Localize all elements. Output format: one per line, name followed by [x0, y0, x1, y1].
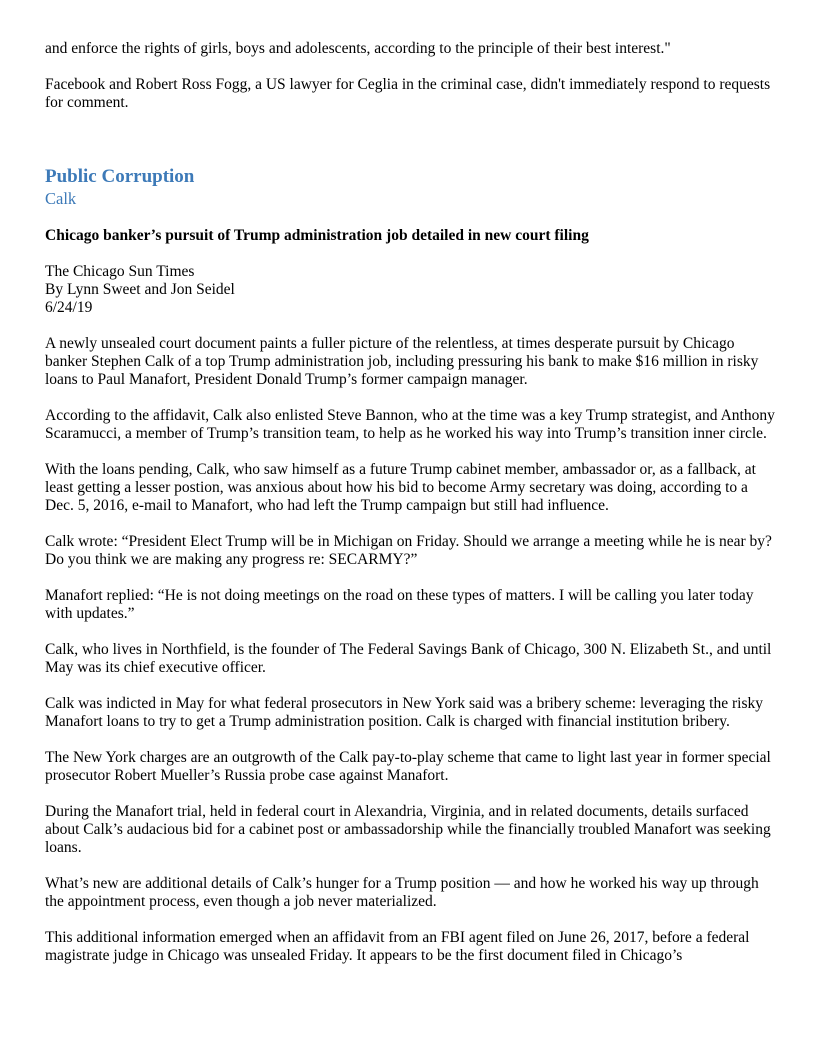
article-paragraph: The New York charges are an outgrowth of the Calk pay-to-play scheme that came to light last year in former special prosecutor Robert Mueller’s Russia probe case against Manafort. — [45, 749, 771, 784]
article-headline: Chicago banker’s pursuit of Trump administration job detailed in new court filing — [45, 227, 589, 244]
article-paragraph: A newly unsealed court document paints a fuller picture of the relentless, at times desperate pursuit by Chicago banker Stephen Calk of a top Trump administration job, including pressuring his bank to make $16 million in risky loans to Paul Manafort, President Donald Trump’s former campaign manager. — [45, 335, 759, 388]
article-paragraph: What’s new are additional details of Calk’s hunger for a Trump position — and how he worked his way up through the appointment process, even though a job never materialized. — [45, 875, 759, 910]
article-paragraph: Manafort replied: “He is not doing meetings on the road on these types of matters. I will be calling you later today with updates.” — [45, 587, 754, 622]
article-date: 6/24/19 — [45, 299, 93, 316]
intro-paragraph: and enforce the rights of girls, boys and adolescents, according to the principle of their best interest." — [45, 40, 671, 57]
section-subtitle: Calk — [45, 189, 77, 208]
article-paragraph: Calk was indicted in May for what federal prosecutors in New York said was a bribery scheme: leveraging the risky Manafort loans to try to get a Trump administration position. Calk is charged with financial institution bribery. — [45, 695, 763, 730]
article-byline — [45, 263, 775, 317]
article-paragraph: With the loans pending, Calk, who saw himself as a future Trump cabinet member, ambassador or, as a fallback, at least getting a lesser postion, was anxious about how his bid to become Army secretary was doing, according to a Dec. 5, 2016, e-mail to Manafort, who had left the Trump campaign but still had influence. — [45, 461, 756, 514]
article-source: The Chicago Sun Times — [45, 263, 195, 280]
article-paragraph: According to the affidavit, Calk also enlisted Steve Bannon, who at the time was a key Trump strategist, and Anthony Scaramucci, a member of Trump’s transition team, to help as he worked his way into Trump’s transition inner circle. — [45, 407, 775, 442]
document-body — [45, 40, 775, 965]
section-title: Public Corruption — [45, 166, 195, 187]
article-authors: By Lynn Sweet and Jon Seidel — [45, 281, 235, 298]
intro-paragraph: Facebook and Robert Ross Fogg, a US lawyer for Ceglia in the criminal case, didn't immediately respond to requests for comment. — [45, 76, 771, 111]
article-paragraph: Calk, who lives in Northfield, is the founder of The Federal Savings Bank of Chicago, 300 N. Elizabeth St., and until May was its chief executive officer. — [45, 641, 772, 676]
article-paragraph: During the Manafort trial, held in federal court in Alexandria, Virginia, and in related documents, details surfaced about Calk’s audacious bid for a cabinet post or ambassadorship while the financially troubled Manafort was seeking loans. — [45, 803, 771, 856]
article-paragraph: Calk wrote: “President Elect Trump will be in Michigan on Friday. Should we arrange a meeting while he is near by? Do you think we are making any progress re: SECARMY?” — [45, 533, 772, 568]
article-paragraph: This additional information emerged when an affidavit from an FBI agent filed on June 26, 2017, before a federal magistrate judge in Chicago was unsealed Friday. It appears to be the first document filed in Chicago’s — [45, 929, 750, 964]
